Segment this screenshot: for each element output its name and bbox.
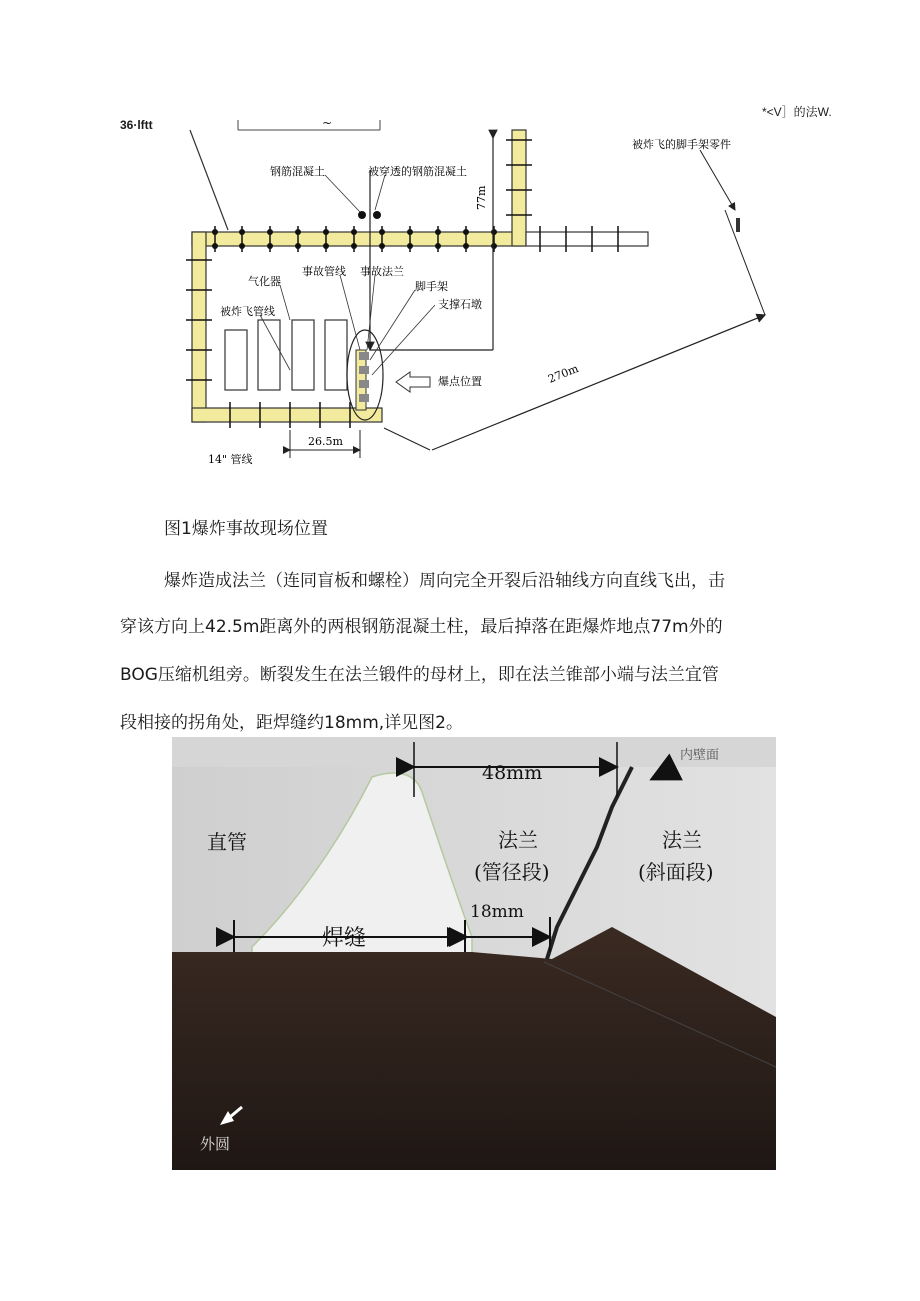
fracture-photo: [172, 737, 776, 1170]
label-flange-a: 法兰: [498, 828, 538, 852]
label-straight-pipe: 直管: [207, 830, 247, 854]
header-left-text: 36·lftt: [120, 118, 153, 132]
paragraph-line-3: BOG压缩机组旁。断裂发生在法兰锻件的母材上，即在法兰锥部小端与法兰宜管: [120, 665, 719, 685]
label-flange-b: 法兰: [662, 828, 702, 852]
label-scaffold-parts: 被炸飞的脚手架零件: [632, 138, 731, 151]
label-weld: 焊缝: [322, 926, 367, 951]
label-vaporizer: 气化器: [248, 275, 281, 288]
vaporizers: [225, 320, 347, 390]
label-flange-a-sub: (管径段): [474, 860, 550, 884]
site-layout-diagram: [170, 120, 780, 470]
header-tilde: ~: [322, 116, 333, 130]
label-flange-b-sub: (斜面段): [638, 860, 714, 884]
label-accident-line: 事故管线: [302, 265, 346, 278]
label-outer: 外圆: [200, 1135, 231, 1153]
label-inner-wall: 内壁面: [680, 748, 720, 763]
label-scaffold: 脚手架: [415, 280, 448, 293]
label-rc: 钢筋混凝土: [270, 165, 325, 178]
label-rc-penetrated: 被穿透的钢筋混凝土: [368, 165, 467, 178]
paragraph-line-4: 段相接的拐角处，距焊缝约18mm,详见图2。: [120, 713, 463, 733]
header-right-text: *<V］的法W.: [762, 105, 832, 119]
figure-1-caption: 图1爆炸事故现场位置: [164, 519, 328, 539]
label-support: 支撑石墩: [438, 298, 482, 311]
paragraph-line-1: 爆炸造成法兰（连同盲板和螺栓）周向完全开裂后沿轴线方向直线飞出，击: [164, 571, 725, 591]
label-blown-line: 被炸飞管线: [220, 305, 275, 318]
label-accident-flange: 事故法兰: [360, 265, 404, 278]
label-14in-pipe: 14" 管线: [208, 453, 253, 466]
paragraph-line-2: 穿该方向上42.5m距离外的两根钢筋混凝土柱，最后掉落在距爆炸地点77m外的: [120, 617, 723, 637]
label-270m: 270m: [546, 361, 581, 386]
label-48mm: 48mm: [482, 762, 543, 784]
label-18mm: 18mm: [470, 902, 524, 922]
label-77m: 77m: [475, 185, 488, 210]
label-26-5m: 26.5m: [308, 435, 343, 448]
label-blast-point: 爆点位置: [438, 375, 482, 388]
